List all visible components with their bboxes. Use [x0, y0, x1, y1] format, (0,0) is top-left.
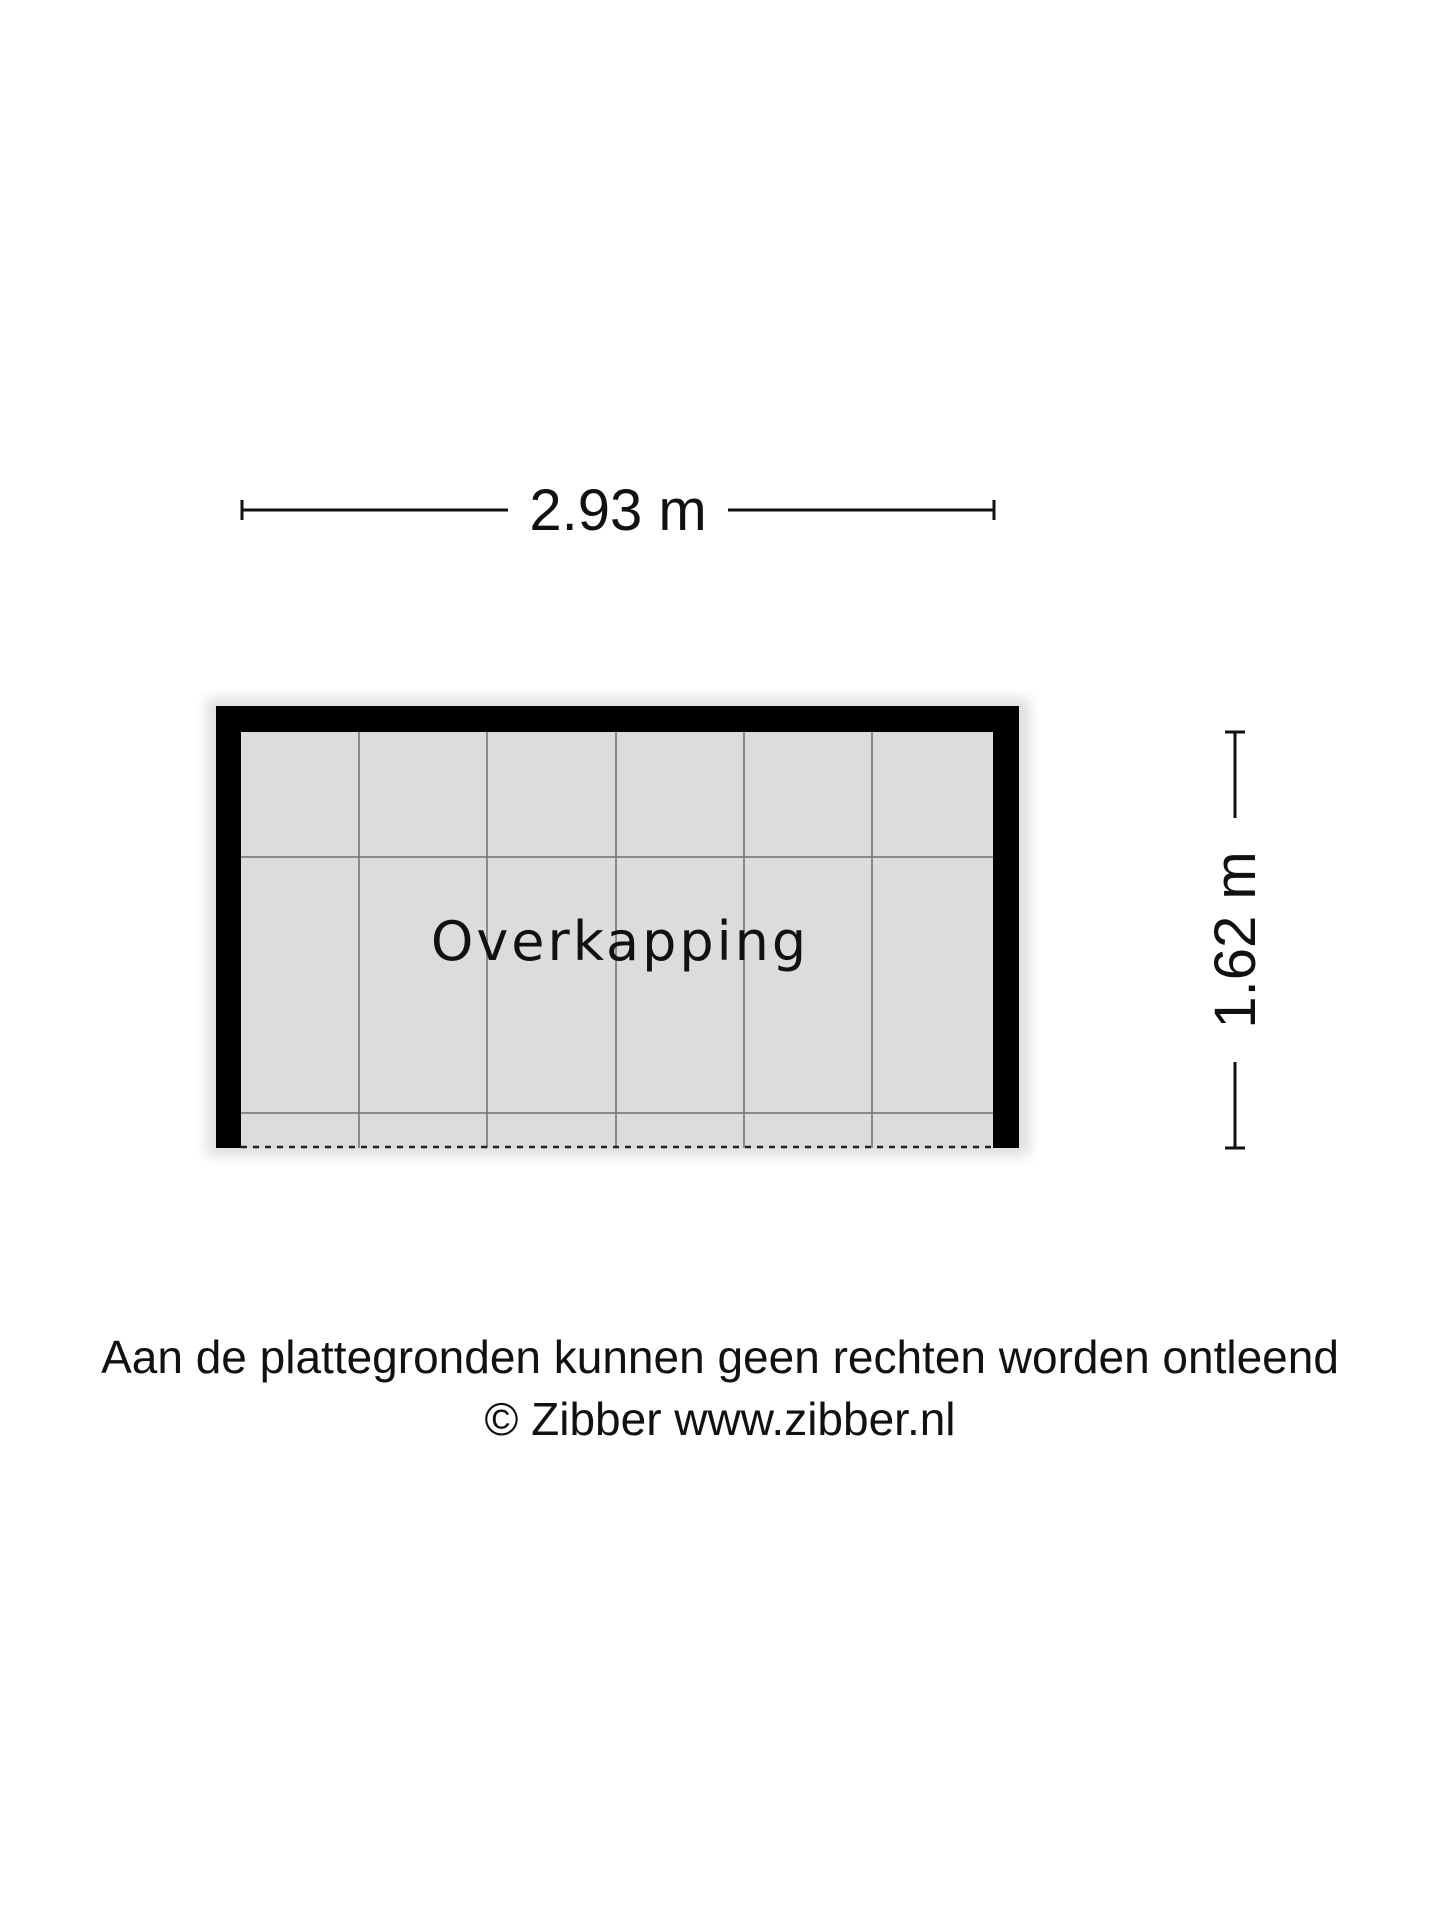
width-dimension	[242, 478, 994, 543]
depth-dimension	[1203, 732, 1268, 1148]
depth-label: 1.62 m	[1203, 851, 1268, 1029]
room-label: Overkapping	[430, 910, 810, 973]
width-label: 2.93 m	[529, 478, 707, 543]
copyright-text: © Zibber www.zibber.nl	[484, 1393, 956, 1445]
room-overkapping	[206, 698, 1030, 1156]
disclaimer-text: Aan de plattegronden kunnen geen rechten worden ontleend	[101, 1331, 1339, 1383]
